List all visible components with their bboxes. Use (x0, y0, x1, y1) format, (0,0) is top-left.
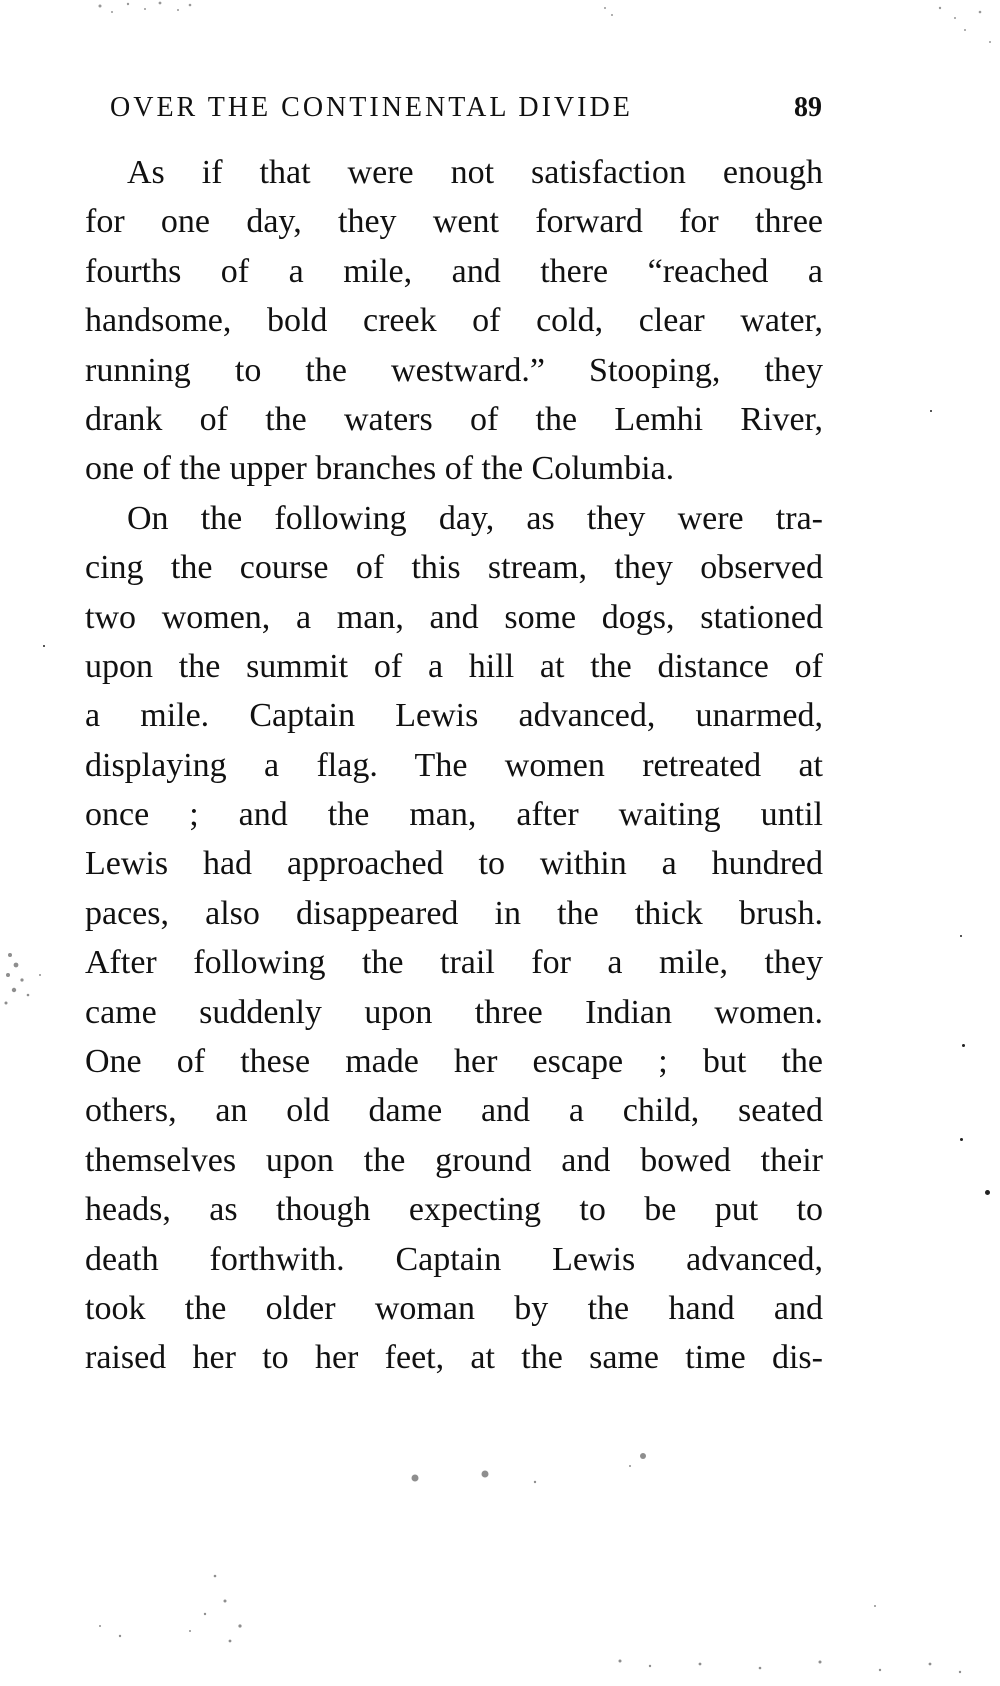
text-line: heads, as though expecting to be put to (85, 1191, 823, 1229)
text-line: After following the trail for a mile, they (85, 944, 823, 982)
text-line: others, an old dame and a child, seated (85, 1092, 823, 1130)
speck (960, 1138, 963, 1141)
text-line: Lewis had approached to within a hundred (85, 845, 823, 883)
speck (985, 1190, 990, 1195)
text-line: As if that were not satisfaction enough (127, 154, 823, 191)
speck (960, 935, 962, 937)
speck (930, 410, 932, 412)
text-line: paces, also disappeared in the thick brush. (85, 894, 823, 932)
text-line: death forthwith. Captain Lewis advanced, (85, 1240, 823, 1278)
scan-noise-bottom (0, 1436, 1000, 1686)
text-line: upon the summit of a hill at the distance of (85, 647, 823, 685)
text-line: one of the upper branches of the Columbia. (85, 450, 675, 488)
page-number: 89 (794, 92, 822, 123)
text-line: raised her to her feet, at the same time dis- (85, 1339, 823, 1377)
scan-noise-left (0, 945, 60, 1035)
running-head (110, 92, 822, 128)
text-line: two women, a man, and some dogs, stationed (85, 598, 823, 636)
text-line: once ; and the man, after waiting until (85, 796, 823, 834)
text-line: came suddenly upon three Indian women. (85, 993, 823, 1031)
scan-noise-top (0, 0, 1000, 60)
text-line: handsome, bold creek of cold, clear water, (85, 302, 823, 340)
running-title: OVER THE CONTINENTAL DIVIDE (110, 92, 633, 123)
text-line: fourths of a mile, and there “reached a (85, 252, 823, 290)
speck (43, 645, 45, 647)
text-line: On the following day, as they were tra- (127, 499, 823, 537)
text-line: took the older woman by the hand and (85, 1289, 823, 1327)
text-line: themselves upon the ground and bowed their (85, 1141, 823, 1179)
body-text (85, 148, 823, 1383)
speck (962, 1044, 965, 1047)
text-line: One of these made her escape ; but the (85, 1043, 823, 1081)
text-line: a mile. Captain Lewis advanced, unarmed, (85, 697, 823, 735)
text-line: cing the course of this stream, they observed (85, 549, 823, 587)
text-line: running to the westward.” Stooping, they (85, 351, 823, 389)
text-line: displaying a flag. The women retreated at (85, 746, 823, 784)
text-line: for one day, they went forward for three (85, 203, 823, 241)
text-line: drank of the waters of the Lemhi River, (85, 400, 823, 438)
